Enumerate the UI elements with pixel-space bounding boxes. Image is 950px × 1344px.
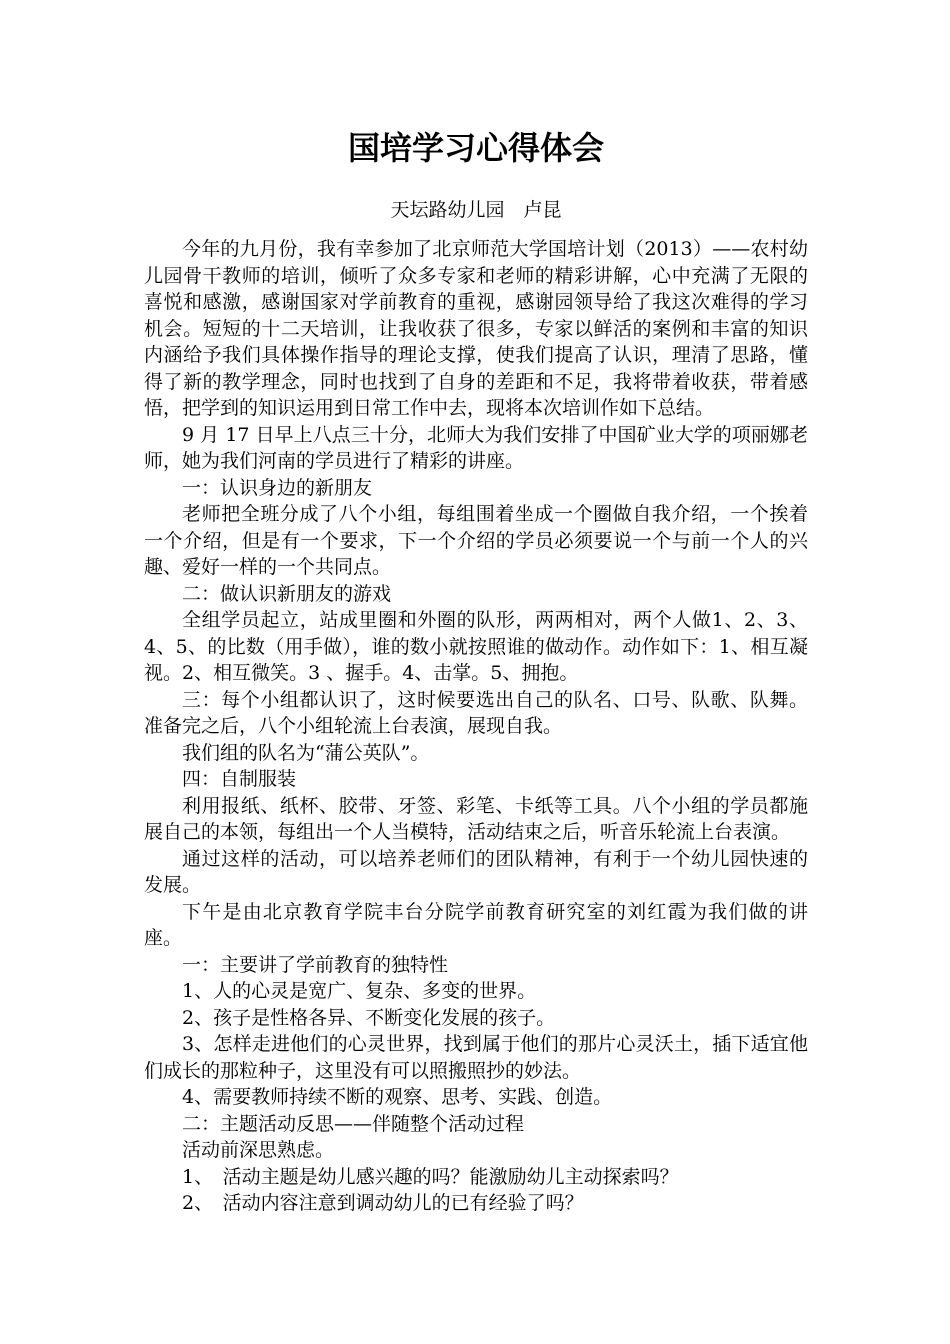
section-heading: 四：自制服装	[182, 768, 297, 790]
section-heading: 二：做认识新朋友的游戏	[182, 582, 392, 605]
section-heading: 二：主题活动反思——伴随整个活动过程	[182, 1112, 525, 1135]
author-line: 天坛路幼儿园 卢昆	[390, 199, 562, 221]
body-paragraph: 今年的九月份，我有幸参加了北京师范大学国培计划（2013）——农村幼儿园骨干教师的培训，倾听了众多专家和老师的精彩讲解，心中充满了无限的喜悦和感激，感谢国家对学前教育的重视，感谢园领导给了我这次难得的学习机会。短短的十二天培训，让我收获了很多，专家以鲜活的案例和丰富的知识内涵给予我们具体操作指导的理论支撑，使我们提高了认识，理清了思路，懂得了新的教学理念，同时也找到了自身的差距和不足，我将带着收获，带着感悟，把学到的知识运用到日常工作中去，现将本次培训作如下总结。	[144, 238, 808, 419]
list-item: 2、孩子是性格各异、不断变化发展的孩子。	[182, 1006, 556, 1029]
list-item: 1、人的心灵是宽广、复杂、多变的世界。	[182, 980, 537, 1002]
section-heading: 一：主要讲了学前教育的独特性	[182, 953, 449, 976]
body-paragraph: 三：每个小组都认识了，这时候要选出自己的队名、口号、队歌、队舞。准备完之后，八个小组轮流上台表演，展现自我。	[144, 688, 808, 737]
list-item: 3、怎样走进他们的心灵世界，找到属于他们的那片心灵沃土，插下适宜他们成长的那粒种子，这里没有可以照搬照抄的妙法。	[144, 1033, 808, 1082]
document-title: 国培学习心得体会	[347, 129, 604, 167]
body-paragraph: 下午是由北京教育学院丰台分院学前教育研究室的刘红霞为我们做的讲座。	[144, 900, 808, 949]
section-heading: 一：认识身边的新朋友	[182, 476, 373, 499]
list-item: 2、 活动内容注意到调动幼儿的已有经验了吗？	[182, 1192, 584, 1214]
body-paragraph: 活动前深思熟虑。	[182, 1139, 335, 1161]
list-item: 4、需要教师持续不断的观察、思考、实践、创造。	[182, 1086, 613, 1108]
body-paragraph: 我们组的队名为“蒲公英队”。	[182, 741, 430, 764]
body-paragraph: 利用报纸、纸杯、胶带、牙签、彩笔、卡纸等工具。八个小组的学员都施展自己的本领，每组出一个人当模特，活动结束之后，听音乐轮流上台表演。	[144, 794, 808, 843]
body-paragraph: 老师把全班分成了八个小组，每组围着坐成一个圈做自我介绍，一个挨着一个介绍，但是有一个要求，下一个介绍的学员必须要说一个与前一个人的兴趣、爱好一样的一个共同点。	[144, 503, 808, 578]
document-body	[144, 236, 808, 1217]
body-paragraph: 全组学员起立，站成里圈和外圈的队形，两两相对，两个人做1、2、3、4、5、的比数（用手做），谁的数小就按照谁的做动作。动作如下：1、相互凝视。2、相互微笑。3 、握手。4、击掌。5、拥抱。	[144, 609, 808, 684]
list-item: 1、 活动主题是幼儿感兴趣的吗？能激励幼儿主动探索吗？	[182, 1165, 679, 1188]
body-paragraph: 通过这样的活动，可以培养老师们的团队精神，有利于一个幼儿园快速的发展。	[144, 847, 808, 896]
body-paragraph: 9 月 17 日早上八点三十分，北师大为我们安排了中国矿业大学的项丽娜老师，她为我们河南的学员进行了精彩的讲座。	[144, 423, 808, 472]
